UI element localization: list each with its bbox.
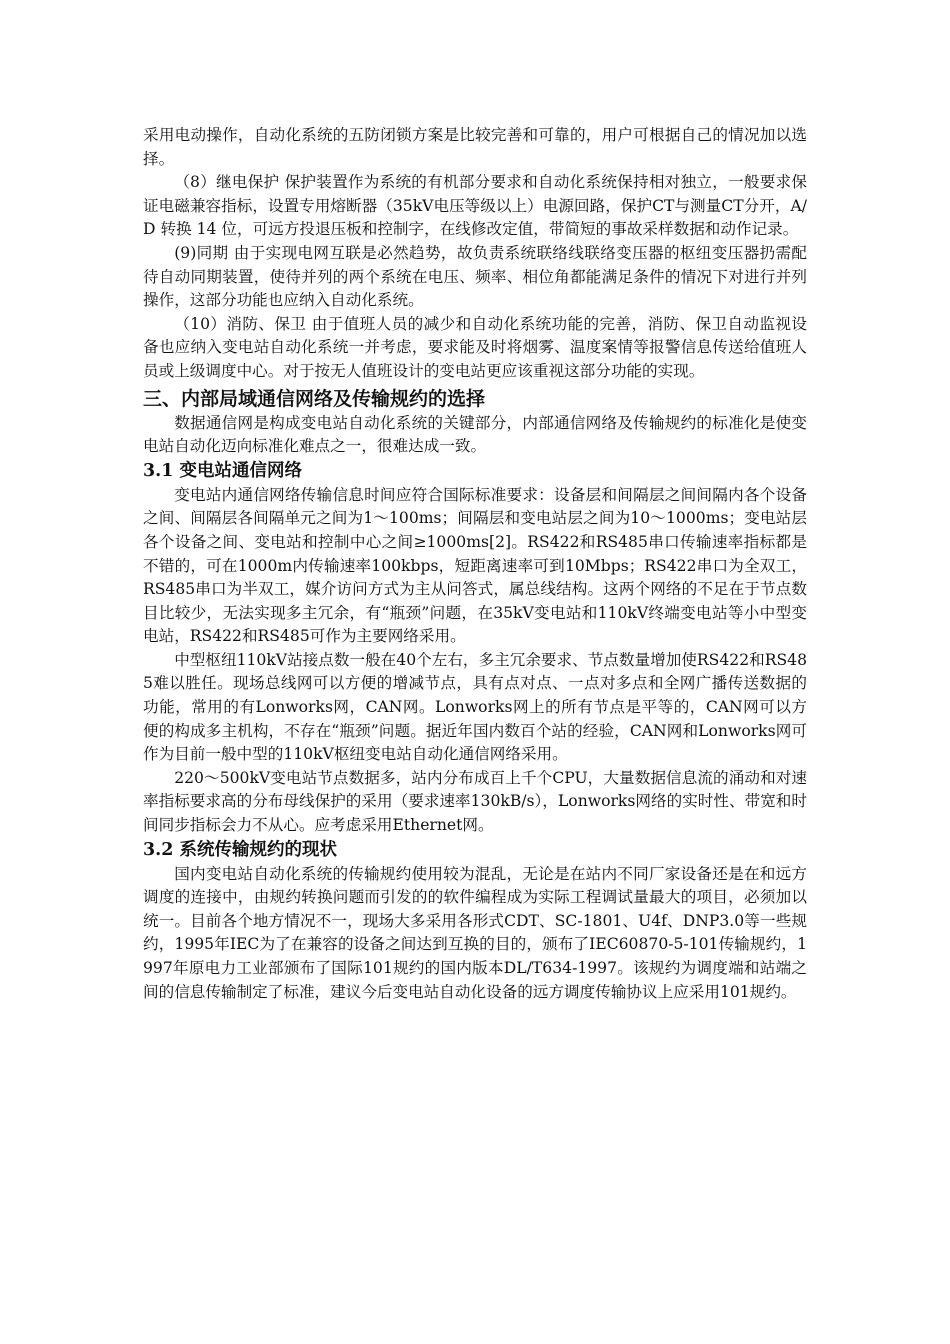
document-page xyxy=(143,124,807,1004)
subsection-heading-3-1: 3.1 变电站通信网络 xyxy=(143,460,303,481)
paragraph-ethernet: 220～500kV变电站节点数据多，站内分布成百上千个CPU，大量数据信息流的涌动和对速率指标要求高的分布母线保护的采用（要求速率130kB/s），Lonworks网络的实时性、带宽和时间同步指标会力不从心。应考虑采用Ethernet网。 xyxy=(143,768,807,835)
subsection-heading-3-2: 3.2 系统传输规约的现状 xyxy=(143,839,338,860)
paragraph-fieldbus: 中型枢纽110kV站接点数一般在40个左右，多主冗余要求、节点数量增加使RS422和RS485难以胜任。现场总线网可以方便的增减节点，具有点对点、一点对多点和全网广播传送数据的功能，常用的有Lonworks网，CAN网。Lonworks网上的所有节点是平等的，CAN网可以方便的构成多主机构，不存在“瓶颈”问题。据近年国内数百个站的经验，CAN网和Lonworks网可作为目前一般中型的110kV枢纽变电站自动化通信网络采用。 xyxy=(143,650,807,764)
section-heading-3: 三、内部局域通信网络及传输规约的选择 xyxy=(143,387,486,410)
paragraph-protocol-status: 国内变电站自动化系统的传输规约使用较为混乱，无论是在站内不同厂家设备还是在和远方调度的连接中，由规约转换问题而引发的的软件编程成为实际工程调试量最大的项目，必须加以统一。目前各个地方情况不一，现场大多采用各形式CDT、SC-1801、U4f、DNP3.0等一些规约，1995年IEC为了在兼容的设备之间达到互换的目的，颁布了IEC60870-5-101传输规约，1997年原电力工业部颁布了国际101规约的国内版本DL/T634-1997。该规约为调度端和站端之间的信息传输制定了标准，建议今后变电站自动化设备的远方调度传输协议上应采用101规约。 xyxy=(143,864,807,1001)
paragraph-synchronization: (9)同期 由于实现电网互联是必然趋势，故负责系统联络线联络变压器的枢纽变压器扔需配待自动同期装置，使待并列的两个系统在电压、频率、相位角都能满足条件的情况下对进行并列操作，这部分功能也应纳入自动化系统。 xyxy=(143,243,807,310)
paragraph-network-timing: 变电站内通信网络传输信息时间应符合国际标准要求：设备层和间隔层之间间隔内各个设备之间、间隔层各间隔单元之间为1～100ms；间隔层和变电站层之间为10～1000ms；变电站层各个设备之间、变电站和控制中心之间≥1000ms[2]。RS422和RS485串口传输速率指标都是不错的，可在1000m内传输速率100kbps，短距离速率可到10Mbps；RS422串口为全双工，RS485串口为半双工，媒介访问方式为主从问答式，属总线结构。这两个网络的不足在于节点数目比较少，无法实现多主冗余，有“瓶颈”问题，在35kV变电站和110kV终端变电站等小中型变电站，RS422和RS485可作为主要网络采用。 xyxy=(143,485,807,646)
paragraph-relay-protection: （8）继电保护 保护装置作为系统的有机部分要求和自动化系统保持相对独立，一般要求保 证电磁兼容指标，设置专用熔断器（35kV电压等级以上）电源回路，保护CT与测量CT分开，A/D 转换 14 位，可远方投退压板和控制字，在线修改定值，带简短的事故采样数据和动作记录。 xyxy=(143,173,807,239)
paragraph-data-network-intro: 数据通信网是构成变电站自动化系统的关键部分，内部通信网络及传输规约的标准化是使变电站自动化迈向标准化难点之一，很难达成一致。 xyxy=(143,413,807,456)
paragraph-fire-security: （10）消防、保卫 由于值班人员的减少和自动化系统功能的完善，消防、保卫自动监视设备也应纳入变电站自动化系统一并考虑，要求能及时将烟雾、温度案情等报警信息传送给值班人员或上级调度中心。对于按无人值班设计的变电站更应该重视这部分功能的实现。 xyxy=(143,314,807,380)
paragraph-automation-five-prevention: 采用电动操作，自动化系统的五防闭锁方案是比较完善和可靠的，用户可根据自己的情况加以选择。 xyxy=(143,126,807,168)
